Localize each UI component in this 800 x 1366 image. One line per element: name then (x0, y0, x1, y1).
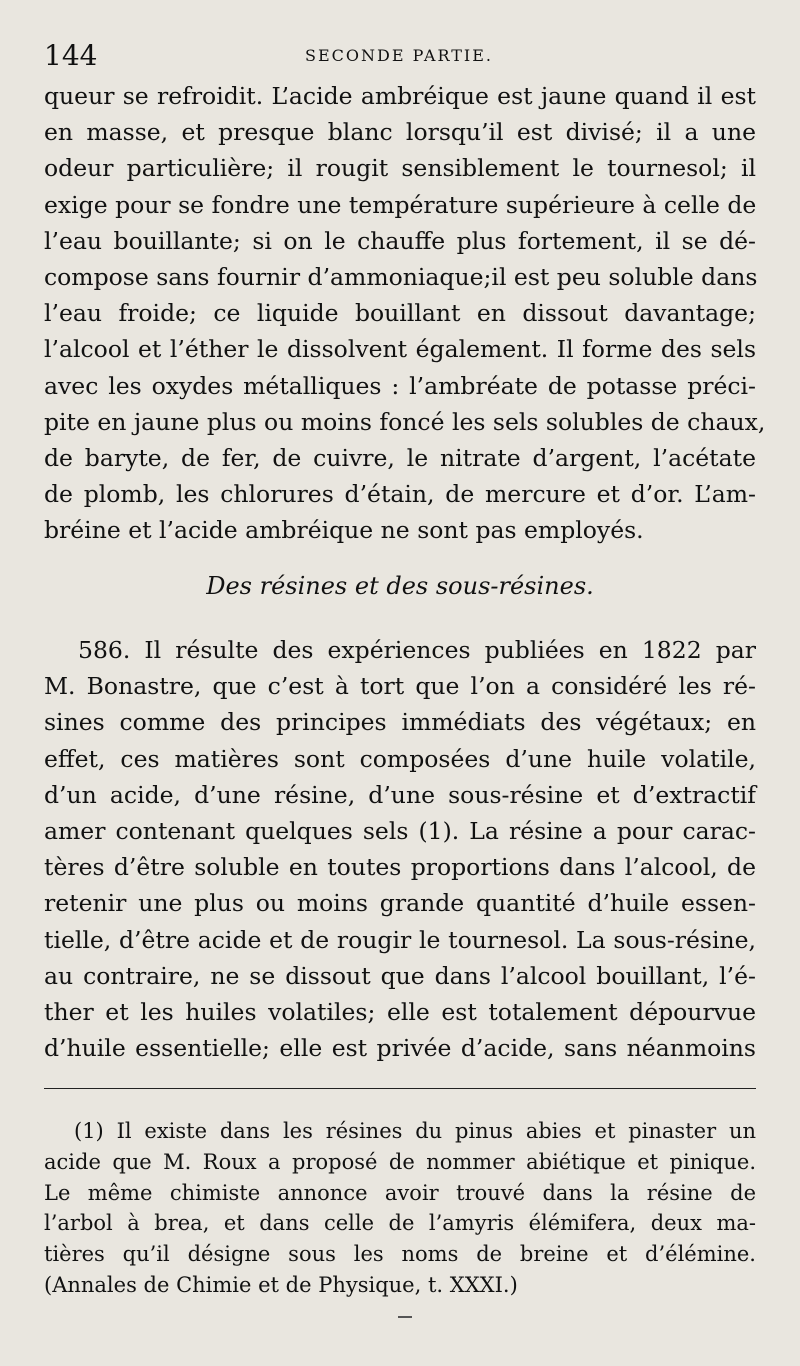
text-line: au contraire, ne se dissout que dans l’alcool bouillant, l’é- (44, 961, 756, 990)
paragraph-586 (44, 632, 756, 1066)
text-line: exige pour se fondre une température supérieure à celle de (44, 190, 757, 219)
text-line: d’un acide, d’une résine, d’une sous-résine et d’extractif (44, 780, 756, 809)
footnote-line: tières qu’il désigne sous les noms de breine et d’élémine. (44, 1242, 756, 1267)
text-line: de baryte, de fer, de cuivre, le nitrate d’argent, l’acétate (44, 444, 756, 473)
text-line: l’alcool et l’éther le dissolvent également. Il forme des sels (44, 335, 756, 364)
text-line: l’eau froide; ce liquide bouillant en dissout davantage; (44, 299, 756, 328)
footnote-line: (Annales de Chimie et de Physique, t. XXXI.) (44, 1272, 518, 1297)
text-line: pite en jaune plus ou moins foncé les sels solubles de chaux, (44, 407, 766, 436)
text-line: M. Bonastre, que c’est à tort que l’on a considéré les ré- (44, 672, 756, 701)
text-line: de plomb, les chlorures d’étain, de mercure et d’or. L’am- (44, 480, 756, 509)
footnote-line: l’arbol à brea, et dans celle de l’amyris élémifera, deux ma- (44, 1211, 756, 1236)
text-line: effet, ces matières sont composées d’une huile volatile, (44, 744, 756, 773)
text-line: queur se refroidit. L’acide ambréique est jaune quand il est (44, 82, 756, 110)
text-line: sines comme des principes immédiats des végétaux; en (44, 708, 756, 737)
text-line: odeur particulière; il rougit sensiblement le tournesol; il (44, 154, 756, 183)
intro-paragraph (44, 78, 766, 549)
text-line: tielle, d’être acide et de rougir le tournesol. La sous-résine, (44, 925, 756, 954)
text-line: bréine et l’acide ambréique ne sont pas employés. (44, 516, 644, 545)
text-line: tères d’être soluble en toutes proportions dans l’alcool, de (44, 853, 756, 882)
text-line: avec les oxydes métalliques : l’ambréate de potasse préci- (44, 371, 756, 400)
text-line: retenir une plus ou moins grande quantité d’huile essen- (44, 889, 756, 918)
text-line: amer contenant quelques sels (1). La résine a pour carac- (44, 817, 756, 846)
text-line: en masse, et presque blanc lorsqu’il est divisé; il a une (44, 118, 756, 147)
page-header (44, 40, 754, 80)
text-line: 586. Il résulte des expériences publiées en 1822 par (78, 636, 756, 664)
footnote (44, 1116, 756, 1301)
running-head: SECONDE PARTIE. (305, 46, 493, 65)
footnote-line: acide que M. Roux a proposé de nommer abiétique et pinique. (44, 1149, 756, 1174)
text-line: ther et les huiles volatiles; elle est totalement dépourvue (44, 998, 756, 1027)
text-line: d’huile essentielle; elle est privée d’acide, sans néanmoins (44, 1034, 756, 1063)
footnote-separator (44, 1088, 756, 1089)
text-line: compose sans fournir d’ammoniaque;il est peu soluble dans (44, 263, 758, 292)
text-line: l’eau bouillante; si on le chauffe plus fortement, il se dé- (44, 226, 756, 255)
footnote-line: Le même chimiste annonce avoir trouvé dans la résine de (44, 1180, 756, 1205)
footnote-line: (1) Il existe dans les résines du pinus abies et pinaster un (74, 1119, 756, 1143)
section-heading: Des résines et des sous-résines. (206, 572, 594, 600)
printer-mark (398, 1316, 412, 1318)
page-number: 144 (44, 39, 98, 72)
